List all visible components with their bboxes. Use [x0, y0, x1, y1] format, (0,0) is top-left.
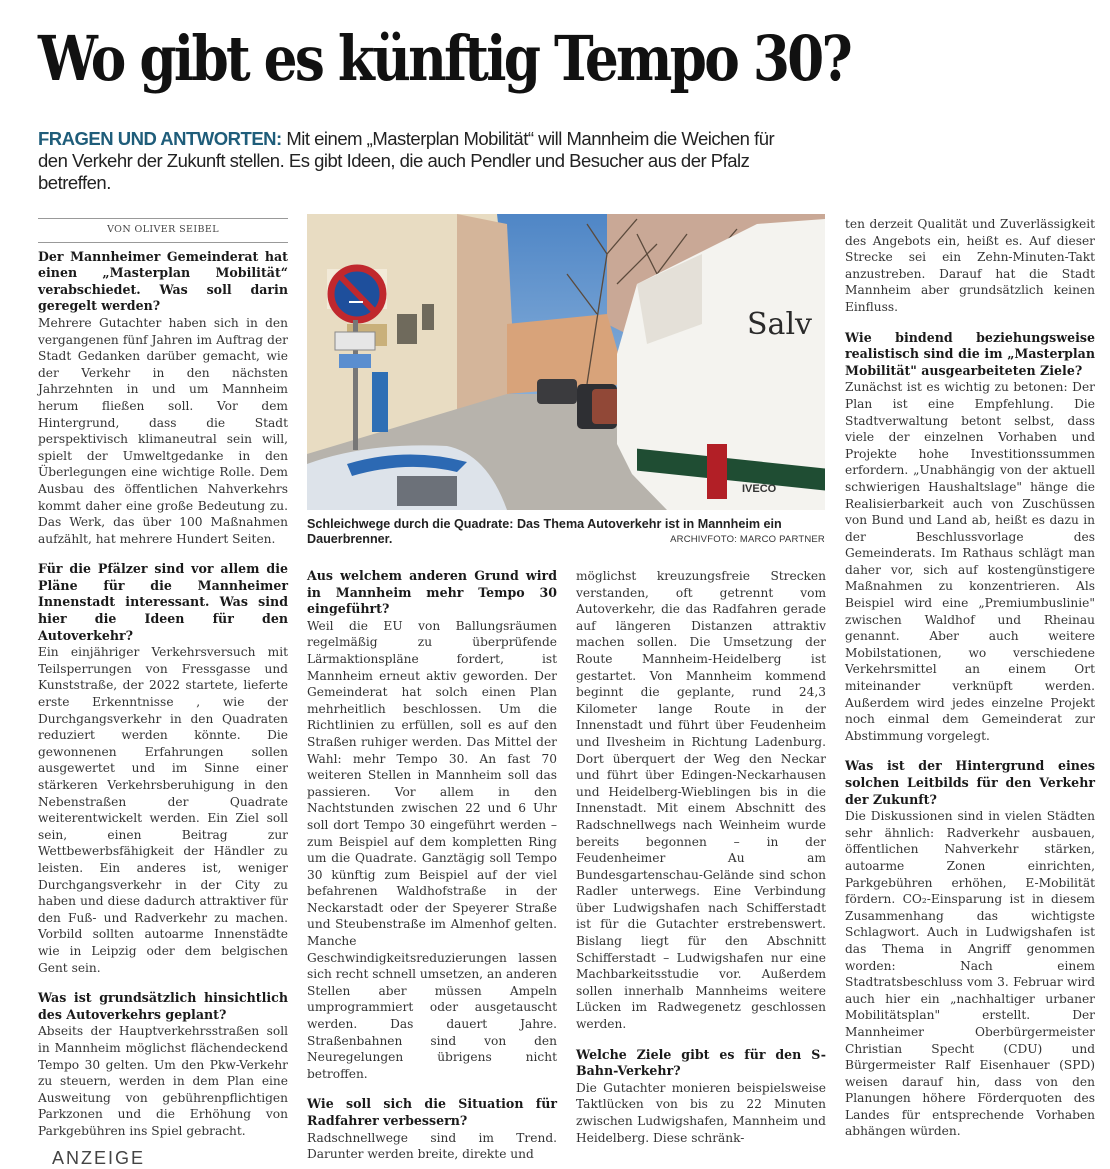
question-heading: Für die Pfälzer sind vor allem die Pläne für die Mannheimer Innenstadt interessant. Was sind hier die Ideen für den Autoverkehr?: [38, 561, 288, 643]
deck-kicker: FRAGEN UND ANTWORTEN:: [38, 128, 282, 149]
byline: VON OLIVER SEIBEL: [38, 218, 288, 243]
column-2: [307, 568, 557, 1163]
question-heading: Was ist grundsätzlich hinsichtlich des Autoverkehrs geplant?: [38, 990, 288, 1022]
street-scene-illustration: [307, 214, 825, 510]
photo-credit: ARCHIVFOTO: MARCO PARTNER: [670, 534, 825, 545]
answer-paragraph: Mehrere Gutachter haben sich in den vergangenen fünf Jahren im Auftrag der Stadt Gedanken darüber gemacht, wie der Verkehr in den nächsten Jahrzehnten in und um Mannheim herum fließen soll. Vor dem Hintergrund, dass die Stadt perspektivisch klimaneutral sein will, spielt der Umweltgedanke in den Überlegungen eine wichtige Rolle. Dem Ausbau des öffentlichen Nahverkehrs kommt daher eine große Bedeutung zu. Das Werk, das über 100 Maßnahmen aufzählt, hat mehrere Hundert Seiten.: [38, 315, 288, 546]
van-brand: IVECO: [742, 483, 777, 495]
answer-paragraph: Die Diskussionen sind in vielen Städten sehr ähnlich: Radverkehr ausbauen, öffentlichen Nahverkehr stärken, autoarme Zonen einrichten, Parkgebühren erhöhen, E-Mobilität fördern. CO₂-Einsparung ist in diesem Zusammenhang das wichtigste Schlagwort. Auch in Ludwigshafen ist das Thema in Angriff genommen worden: Nach einem Stadtratsbeschluss vom 3. Februar wird auch hier ein „nachhaltiger urbaner Mobilitätsplan" erstellt. Der Mannheimer Oberbürgermeister Christian Specht (CDU) und Bürgermeister Ralf Eisenhauer (SPD) weisen darauf hin, dass von den Planungen höhere Förderquoten des Landes für entsprechende Vorhaben abhängen würden.: [845, 809, 1095, 1139]
answer-paragraph-continued: ten derzeit Qualität und Zuverlässigkeit des Angebots ein, heißt es. Auf dieser Strecke sei ein Zehn-Minuten-Takt anzustreben. Darauf hat die Stadt Mannheim aber grundsätzlich keinen Einfluss.: [845, 217, 1095, 314]
answer-paragraph: Zunächst ist es wichtig zu betonen: Der Plan ist eine Empfehlung. Die Stadtverwaltung betont selbst, dass viele der einzelnen Vorhaben und Projekte hohe Investitionssummen erfordern. „Unabhängig von der aktuell schwierigen Haushaltslage" hänge die Realisierbarkeit auch von Zuschüssen von Bund und Land ab, heißt es dazu in der Beschlussvorlage des Gemeinderats. Im Rathaus schlägt man daher vor, sich auf kostengünstigere Maßnahmen zu konzentrieren. Als Beispiel wird eine „Premiumbuslinie" zwischen Waldhof und Rheinau genannt. Aber auch weitere Mobilstationen, wo verschiedene Verkehrsmittel an einem Ort miteinander verknüpft werden. Außerdem wird jedes einzelne Projekt noch einmal dem Gemeinderat zur Abstimmung vorgelegt.: [845, 380, 1095, 743]
question-heading: Der Mannheimer Gemeinderat hat einen „Masterplan Mobilität“ verabschiedet. Was soll darin geregelt werden?: [38, 248, 288, 314]
parking-meter: [372, 372, 388, 432]
question-heading: Aus welchem anderen Grund wird in Mannheim mehr Tempo 30 eingeführt?: [307, 568, 557, 617]
deck: [38, 128, 778, 194]
question-heading: Wie bindend beziehungsweise realistisch sind die im „Masterplan Mobilität" ausgearbeiteten Ziele?: [845, 329, 1095, 378]
caption-text: Schleichwege durch die Quadrate: Das Thema Autoverkehr ist in Mannheim ein Dauerbrenner.: [307, 517, 782, 546]
answer-paragraph: Weil die EU von Ballungsräumen regelmäßig zu überprüfende Lärmaktionspläne fordert, ist Mannheim erneut aktiv geworden. Der Gemeinderat hat solch einen Plan mehrheitlich beschlossen. Um die Richtlinien zu erfüllen, soll es auf den Straßen ruhiger werden. Das Mittel der Wahl: mehr Tempo 30. An fast 70 weiteren Stellen in Mannheim soll das passieren. Vor allem in den Nachtstunden zwischen 22 und 6 Uhr soll dort Tempo 30 eingeführt werden – zum Beispiel auf dem kompletten Ring um die Quadrate. Ganztägig soll Tempo 30 künftig zum Beispiel auf der viel befahrenen Waldhofstraße in der Neckarstadt oder der Speyerer Straße und Steubenstraße im Almenhof gelten. Manche Geschwindigkeitsreduzierungen lassen sich recht schnell umsetzen, an anderen Stellen aber müssen Ampeln umprogrammiert oder ausgetauscht werden. Das dauert Jahre. Straßenbahnen sind von den Neuregelungen übrigens nicht betroffen.: [307, 618, 557, 1081]
answer-paragraph: Abseits der Hauptverkehrsstraßen soll in Mannheim möglichst flächendeckend Tempo 30 gelten. Um den Pkw-Verkehr zu steuern, werden in dem Plan eine Ausweitung von gebührenpflichtigen Parkzonen und die Erhöhung von Parkgebühren ins Spiel gebracht.: [38, 1024, 288, 1138]
van-taillight: [707, 444, 727, 499]
question-heading: Welche Ziele gibt es für den S-Bahn-Verkehr?: [576, 1046, 826, 1079]
answer-paragraph: Radschnellwege sind im Trend. Darunter werden breite, direkte und: [307, 1130, 557, 1162]
column-1: [38, 218, 288, 1139]
distant-car: [537, 379, 577, 404]
advertisement-label: ANZEIGE: [52, 1148, 146, 1168]
answer-paragraph-continued: möglichst kreuzungsfreie Strecken verstanden, oft getrennt vom Autoverkehr, die das Radfahren gerade auf längeren Distanzen attraktiv machen sollen. Die Umsetzung der Route Mannheim-Heidelberg ist gestartet. Von Mannheim kommend beginnt die geplante, rund 24,3 Kilometer lange Route in der Innenstadt und führt über Feudenheim und Ilvesheim in Richtung Ladenburg. Dort überquert der Weg den Neckar und führt über Edingen-Neckarhausen und Heidelberg-Wieblingen bis in die Innenstadt. Mit einem Abschnitt des Radschnellwegs nach Weinheim wurde bereits begonnen – in der Feudenheimer Au am Bundesgartenschau-Gelände sind schon Radler unterwegs. Eine Verbindung über Ludwigshafen nach Schifferstadt ist für die Gutachter erstrebenswert. Bislang liegt für den Abschnitt Schifferstadt – Ludwigshafen nur eine Machbarkeitsstudie vor. Außerdem sollen innerhalb Mannheims weitere Lücken im Radwegenetz geschlossen werden.: [576, 569, 826, 1032]
answer-paragraph: Ein einjähriger Verkehrsversuch mit Teilsperrungen von Fressgasse und Kunststraße, der 2022 startete, lieferte erste Erkenntnisse , wie der Durchgangsverkehr in den Quadraten reduziert werden könnte. Die gewonnenen Erfahrungen sollen ausgewertet und im Sinne einer stärkeren Verkehrsberuhigung in den Nebenstraßen der Quadrate weiterentwickelt werden. Ein Ziel soll sein, einen Beitrag zur Wettbewerbsfähigkeit der Händler zu leisten. Ein anderes ist, weniger Durchgangsverkehr in der City zu haben und diese dadurch attraktiver für den Fuß- und Radverkehr zu machen. Vorbild sollten autoarme Innenstädte wie in Leipzig oder dem belgischen Gent sein.: [38, 645, 288, 975]
street-name-sign: [339, 354, 371, 368]
article-photo: [307, 214, 825, 510]
photo-caption: [307, 517, 825, 547]
question-heading: Wie soll sich die Situation für Radfahrer verbessern?: [307, 1096, 557, 1128]
info-sign: [335, 332, 375, 350]
question-heading: Was ist der Hintergrund eines solchen Leitbilds für den Verkehr der Zukunft?: [845, 758, 1095, 807]
headline: Wo gibt es künftig Tempo 30?: [38, 22, 851, 95]
deck-text: Mit einem „Masterplan Mobilität“ will Mannheim die Weichen für den Verkehr der Zukunft stellen. Es gibt Ideen, die auch Pendler und Besucher aus der Pfalz betreffen.: [38, 128, 775, 193]
answer-paragraph: Die Gutachter monieren beispielsweise Taktlücken von bis zu 22 Minuten zwischen Ludwigshafen, Mannheim und Heidelberg. Diese schränk-: [576, 1080, 826, 1145]
column-3: [576, 568, 826, 1146]
column-4: [845, 216, 1095, 1140]
van-lettering: Salv: [747, 307, 812, 342]
